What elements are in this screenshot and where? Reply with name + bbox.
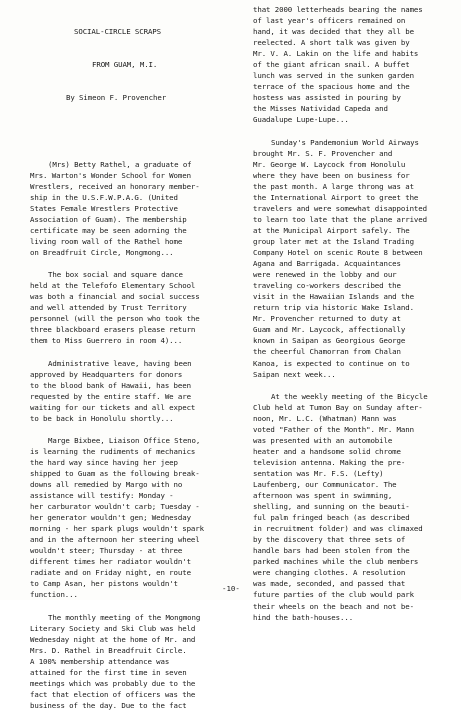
paragraph-gap [30,258,240,269]
right_column-paragraph-1-line: terrace of the spacious home and the [253,82,410,92]
left_column-paragraph-3-line: requested by the entire staff. We are [30,391,191,401]
right_column-paragraph-2-line: group later met at the Island Trading [253,236,414,246]
right_column-paragraph-3-line: shelling, and sunning on the beauti- [253,502,410,512]
right_column-paragraph-2-line: Company Hotel on scenic Route 8 between [253,248,423,258]
left_column-paragraph-1-line: on Breadfruit Circle, Mongmong... [30,248,174,258]
left_column-paragraph-4-line: and in the afternoon her steering wheel [30,535,200,545]
left_column-paragraph-1-line: ship in the U.S.F.W.P.A.G. (United [30,192,178,202]
right_column-paragraph-2-line: travelers and were somewhat disappointed [253,203,427,213]
left_column-paragraph-5-line: attained for the first time in seven [30,667,187,677]
right_column-paragraph-3-line: hind the bath-houses... [253,612,354,622]
right_column-paragraph-3-line: At the weekly meeting of the Bicycle [271,391,428,401]
right_column-paragraph-3-line: was made, seconded, and passed that [253,579,406,589]
right_column-paragraph-2-line: traveling co-workers described the [253,281,401,291]
left_column-paragraph-4-line: her generator wouldn't gen; Wednesday [30,513,191,523]
left_column-paragraph-4-line: function... [30,590,78,600]
right_column-paragraph-1-line: hostess was assisted in pouring by [253,93,401,103]
right_column-paragraph-3-line: television antenna. Making the pre- [253,457,406,467]
left-column [30,4,240,711]
article-location: FROM GUAM, M.I. [92,60,158,70]
left_column-paragraph-5-line: Mrs. D. Rathel in Breadfruit Circle. [30,645,187,655]
right_column-paragraph-2-line: Agana and Barrigada. Acquaintances [253,259,401,269]
left_column-paragraph-1-line: living room wall of the Rathel home [30,236,183,246]
right_column-paragraph-2-line: brought Mr. S. F. Provencher and [253,148,393,158]
left_column-paragraph-3-line: waiting for our tickets and all expect [30,402,196,412]
left_column-paragraph-5-line: The monthly meeting of the Mongmong [48,612,201,622]
left_column-paragraph-1-line: certificate may be seen adorning the [30,225,187,235]
left_column-paragraph-4-line: radiate and on Friday night, en route [30,568,191,578]
left_column-paragraph-2-line: held at the Telefofo Elementary School [30,281,196,291]
right_column-paragraph-2-line: where they have been on business for [253,170,410,180]
right_column-paragraph-3-line: afternoon was spent in swimming, [253,491,393,501]
right_column-paragraph-1-line: reelected. A short talk was given by [253,38,410,48]
right-column [253,4,458,623]
right_column-paragraph-2-line: return trip via historic Wake Island. [253,303,414,313]
left_column-paragraph-1-line: (Mrs) Betty Rathel, a graduate of [48,159,192,169]
left_column-paragraph-4-line: the hard way since having her jeep [30,457,178,467]
right_column-paragraph-2-line: Kanoa, is expected to continue on to [253,358,410,368]
left_column-paragraph-4-line: Marge Bixbee, Liaison Office Steno, [48,435,201,445]
right_column-paragraph-3-line: Club held at Tumon Bay on Sunday after- [253,402,423,412]
left_column-paragraph-2-line: personnel (will the person who took the [30,314,200,324]
right_column-paragraph-3-line: in recruitment folder) and was climaxed [253,524,423,534]
left_column-paragraph-1-line: Wrestlers, received an honorary member- [30,181,200,191]
left_column-paragraph-2-line: three blackboard erasers please return [30,325,196,335]
paragraph-gap [253,380,458,391]
right_column-paragraph-3-line: heater and a handsome solid chrome [253,446,401,456]
left_column-paragraph-3-line: approved by Headquarters for donors [30,369,183,379]
right_column-paragraph-3-line: sentation was Mr. F.S. (Lefty) [253,468,384,478]
right_column-paragraph-1-line: of the giant african snail. A buffet [253,60,410,70]
right_column-paragraph-2-line: the past month. A large throng was at [253,181,414,191]
right_column-paragraph-2-line: visit in the Hawaiian Islands and the [253,292,414,302]
left_column-paragraph-4-line: assistance will testify: Monday - [30,491,174,501]
paragraph-gap [253,126,458,137]
left_column-paragraph-4-line: to Camp Asan, her pistons wouldn't [30,579,178,589]
article-byline: By Simeon F. Provencher [66,93,167,103]
left_column-paragraph-5-line: A 100% membership attendance was [30,656,170,666]
left_column-paragraph-2-line: them to Miss Guerrero in room 4)... [30,336,183,346]
left_column-paragraph-3-line: Administrative leave, having been [48,358,192,368]
right_column-paragraph-1-line: Mr. V. A. Lakin on the life and habits [253,49,419,59]
right_column-paragraph-3-line: were changing clothes. A resolution [253,568,406,578]
left_column-paragraph-4-line: different times her radiator wouldn't [30,557,191,567]
left_column-paragraph-2-line: and well attended by Trust Territory [30,303,187,313]
right_column-paragraph-2-line: Mr. George W. Laycock from Honolulu [253,159,406,169]
left_column-paragraph-1-line: Mrs. Warton's Wonder School for Women [30,170,191,180]
page-number: -10- [222,584,240,593]
left_column-paragraph-4-line: downs all remedied by Margo with no [30,480,183,490]
right_column-paragraph-2-line: known in Saipan as Georgious George [253,336,406,346]
paragraph-gap [30,346,240,357]
left_column-paragraph-3-line: to be back in Honolulu shortly... [30,413,174,423]
right_column-paragraph-2-line: at the Municipal Airport safely. The [253,225,410,235]
left_column-paragraph-5-line: Literary Society and Ski Club was held [30,623,196,633]
right_column-paragraph-2-line: Guam and Mr. Laycock, affectionally [253,325,406,335]
paragraph-gap [30,601,240,612]
left_column-paragraph-4-line: is learning the rudiments of mechanics [30,446,196,456]
left_column-paragraph-4-line: shipped to Guam as the following break- [30,468,200,478]
right_column-paragraph-3-line: Laufenberg, our Communicator. The [253,480,397,490]
right_column-paragraph-1-line: that 2000 letterheads bearing the names [253,5,423,14]
left_column-paragraph-2-line: was both a financial and social success [30,292,200,302]
right_column-paragraph-3-line: was presented with an automobile [253,435,393,445]
right_column-paragraph-2-line: were renewed in the lobby and our [253,270,397,280]
right_column-paragraph-2-line: Saipan next week... [253,369,336,379]
left_column-paragraph-1-line: Association of Guam). The membership [30,214,187,224]
spacer [30,126,240,137]
right_column-paragraph-2-line: Mr. Provencher returned to duty at [253,314,401,324]
right_column-paragraph-3-line: future parties of the club would park [253,590,414,600]
left_column-paragraph-1-line: States Female Wrestlers Protective [30,203,178,213]
right_column-paragraph-1-line: Guadalupe Lupe-Lupe... [253,115,349,125]
left_column-paragraph-3-line: to the blood bank of Hawaii, has been [30,380,191,390]
right_column-paragraph-3-line: noon, Mr. L.C. (Whatman) Mann was [253,413,397,423]
right_column-paragraph-1-line: lunch was served in the sunken garden [253,71,414,81]
article-title: SOCIAL-CIRCLE SCRAPS [74,27,161,37]
left_column-paragraph-5-line: business of the day. Due to the fact [30,700,187,710]
left_column-paragraph-5-line: Wednesday night at the home of Mr. and [30,634,196,644]
right_column-paragraph-3-line: ful palm fringed beach (as described [253,513,410,523]
right_column-paragraph-3-line: their wheels on the beach and not be- [253,601,414,611]
right_column-paragraph-3-line: by the discovery that three sets of [253,535,406,545]
right_column-paragraph-3-line: voted "Father of the Month". Mr. Mann [253,424,414,434]
left_column-paragraph-2-line: The box social and square dance [48,270,183,280]
left_column-paragraph-4-line: wouldn't steer; Thursday - at three [30,546,183,556]
right_column-paragraph-3-line: handle bars had been stolen from the [253,546,410,556]
right_column-paragraph-2-line: Sunday's Pandemonium World Airways [271,137,419,147]
right_column-paragraph-2-line: the cheerful Chamorran from Chalan [253,347,401,357]
right_column-paragraph-3-line: parked machines while the club members [253,557,419,567]
right_column-paragraph-1-line: the Misses Natividad Capeda and [253,104,388,114]
left_column-paragraph-5-line: meetings which was probably due to the [30,678,196,688]
left_column-paragraph-4-line: her carburator wouldn't carb; Tuesday - [30,502,200,512]
right_column-paragraph-1-line: of last year's officers remained on [253,16,406,26]
paragraph-gap [30,424,240,435]
left_column-paragraph-5-line: fact that election of officers was the [30,689,196,699]
right_column-paragraph-1-line: hand, it was decided that they all be [253,27,414,37]
left_column-paragraph-4-line: morning - her spark plugs wouldn't spark [30,524,204,534]
right_column-paragraph-2-line: the International Airport to greet the [253,192,419,202]
right_column-paragraph-2-line: to learn too late that the plane arrived [253,214,427,224]
